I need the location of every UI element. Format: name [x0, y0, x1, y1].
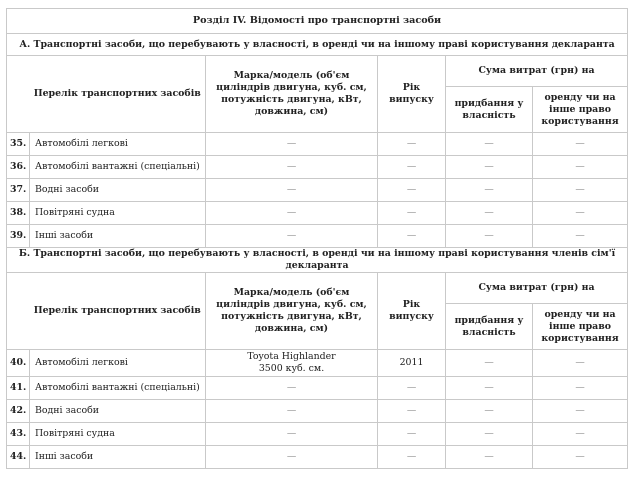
rent-cell: —	[533, 400, 628, 423]
purchase-cell: —	[446, 400, 533, 423]
rent-cell: —	[533, 133, 628, 156]
table-row	[7, 400, 628, 423]
rent-cell: —	[533, 446, 628, 469]
table-row	[7, 133, 628, 156]
header-expenses: Сума витрат (грн) на	[446, 56, 628, 87]
purchase-cell: —	[446, 225, 533, 248]
table-row	[7, 423, 628, 446]
year-cell: —	[378, 377, 446, 400]
year-cell: —	[378, 179, 446, 202]
row-number: 42.	[7, 400, 30, 423]
model-name: Toyota Highlander	[247, 351, 336, 362]
rent-cell: —	[533, 179, 628, 202]
header-purchase: придбання у власність	[446, 304, 533, 350]
row-number: 41.	[7, 377, 30, 400]
year-cell: —	[378, 202, 446, 225]
vehicle-type: Повітряні судна	[30, 423, 206, 446]
vehicle-type: Автомобілі вантажні (спеціальні)	[30, 156, 206, 179]
engine-volume: 3500 куб. см.	[258, 363, 325, 374]
year-cell: 2011	[378, 350, 446, 377]
rent-cell: —	[533, 377, 628, 400]
year-cell: —	[378, 423, 446, 446]
vehicle-type: Водні засоби	[30, 179, 206, 202]
section-title: Розділ IV. Відомості про транспортні засоби	[7, 9, 628, 34]
rent-cell: —	[533, 225, 628, 248]
rent-cell: —	[533, 156, 628, 179]
table-row	[7, 225, 628, 248]
row-number: 38.	[7, 202, 30, 225]
vehicle-type: Автомобілі легкові	[30, 350, 206, 377]
year-cell: —	[378, 225, 446, 248]
year-cell: —	[378, 400, 446, 423]
row-number: 40.	[7, 350, 30, 377]
vehicle-type: Інші засоби	[30, 225, 206, 248]
vehicles-table	[6, 8, 628, 469]
purchase-cell: —	[446, 423, 533, 446]
model-cell: —	[206, 156, 378, 179]
header-purchase: придбання у власність	[446, 87, 533, 133]
model-cell: —	[206, 446, 378, 469]
subsection-b-title: Б. Транспортні засоби, що перебувають у власності, в оренді чи на іншому праві користування членів сім'ї декларанта	[7, 248, 628, 273]
year-cell: —	[378, 133, 446, 156]
purchase-cell: —	[446, 156, 533, 179]
purchase-cell: —	[446, 133, 533, 156]
header-list: Перелік транспортних засобів	[30, 273, 206, 350]
header-year: Рік випуску	[378, 56, 446, 133]
model-cell: —	[206, 423, 378, 446]
vehicle-type: Інші засоби	[30, 446, 206, 469]
table-row	[7, 350, 628, 377]
row-number: 36.	[7, 156, 30, 179]
vehicle-type: Водні засоби	[30, 400, 206, 423]
model-cell: —	[206, 400, 378, 423]
model-cell	[206, 350, 378, 377]
table-row	[7, 156, 628, 179]
model-cell: —	[206, 202, 378, 225]
year-cell: —	[378, 446, 446, 469]
subsection-a-title: А. Транспортні засоби, що перебувають у власності, в оренді чи на іншому праві користування декларанта	[7, 34, 628, 56]
header-expenses: Сума витрат (грн) на	[446, 273, 628, 304]
table-row	[7, 446, 628, 469]
purchase-cell: —	[446, 202, 533, 225]
vehicle-type: Повітряні судна	[30, 202, 206, 225]
table-row	[7, 377, 628, 400]
model-cell: —	[206, 179, 378, 202]
vehicle-type: Автомобілі легкові	[30, 133, 206, 156]
row-number: 37.	[7, 179, 30, 202]
row-number: 44.	[7, 446, 30, 469]
rent-cell: —	[533, 423, 628, 446]
model-cell: —	[206, 377, 378, 400]
table-row	[7, 179, 628, 202]
purchase-cell: —	[446, 377, 533, 400]
rent-cell: —	[533, 202, 628, 225]
header-year: Рік випуску	[378, 273, 446, 350]
row-number: 43.	[7, 423, 30, 446]
purchase-cell: —	[446, 350, 533, 377]
table-row	[7, 202, 628, 225]
header-model: Марка/модель (об'єм циліндрів двигуна, куб. см, потужність двигуна, кВт, довжина, см)	[206, 56, 378, 133]
model-cell: —	[206, 133, 378, 156]
row-number: 39.	[7, 225, 30, 248]
purchase-cell: —	[446, 446, 533, 469]
model-cell: —	[206, 225, 378, 248]
header-spacer	[7, 56, 30, 133]
year-cell: —	[378, 156, 446, 179]
header-rent: оренду чи на інше право користування	[533, 87, 628, 133]
purchase-cell: —	[446, 179, 533, 202]
vehicle-type: Автомобілі вантажні (спеціальні)	[30, 377, 206, 400]
header-rent: оренду чи на інше право користування	[533, 304, 628, 350]
header-spacer	[7, 273, 30, 350]
header-model: Марка/модель (об'єм циліндрів двигуна, куб. см, потужність двигуна, кВт, довжина, см)	[206, 273, 378, 350]
rent-cell: —	[533, 350, 628, 377]
header-list: Перелік транспортних засобів	[30, 56, 206, 133]
row-number: 35.	[7, 133, 30, 156]
